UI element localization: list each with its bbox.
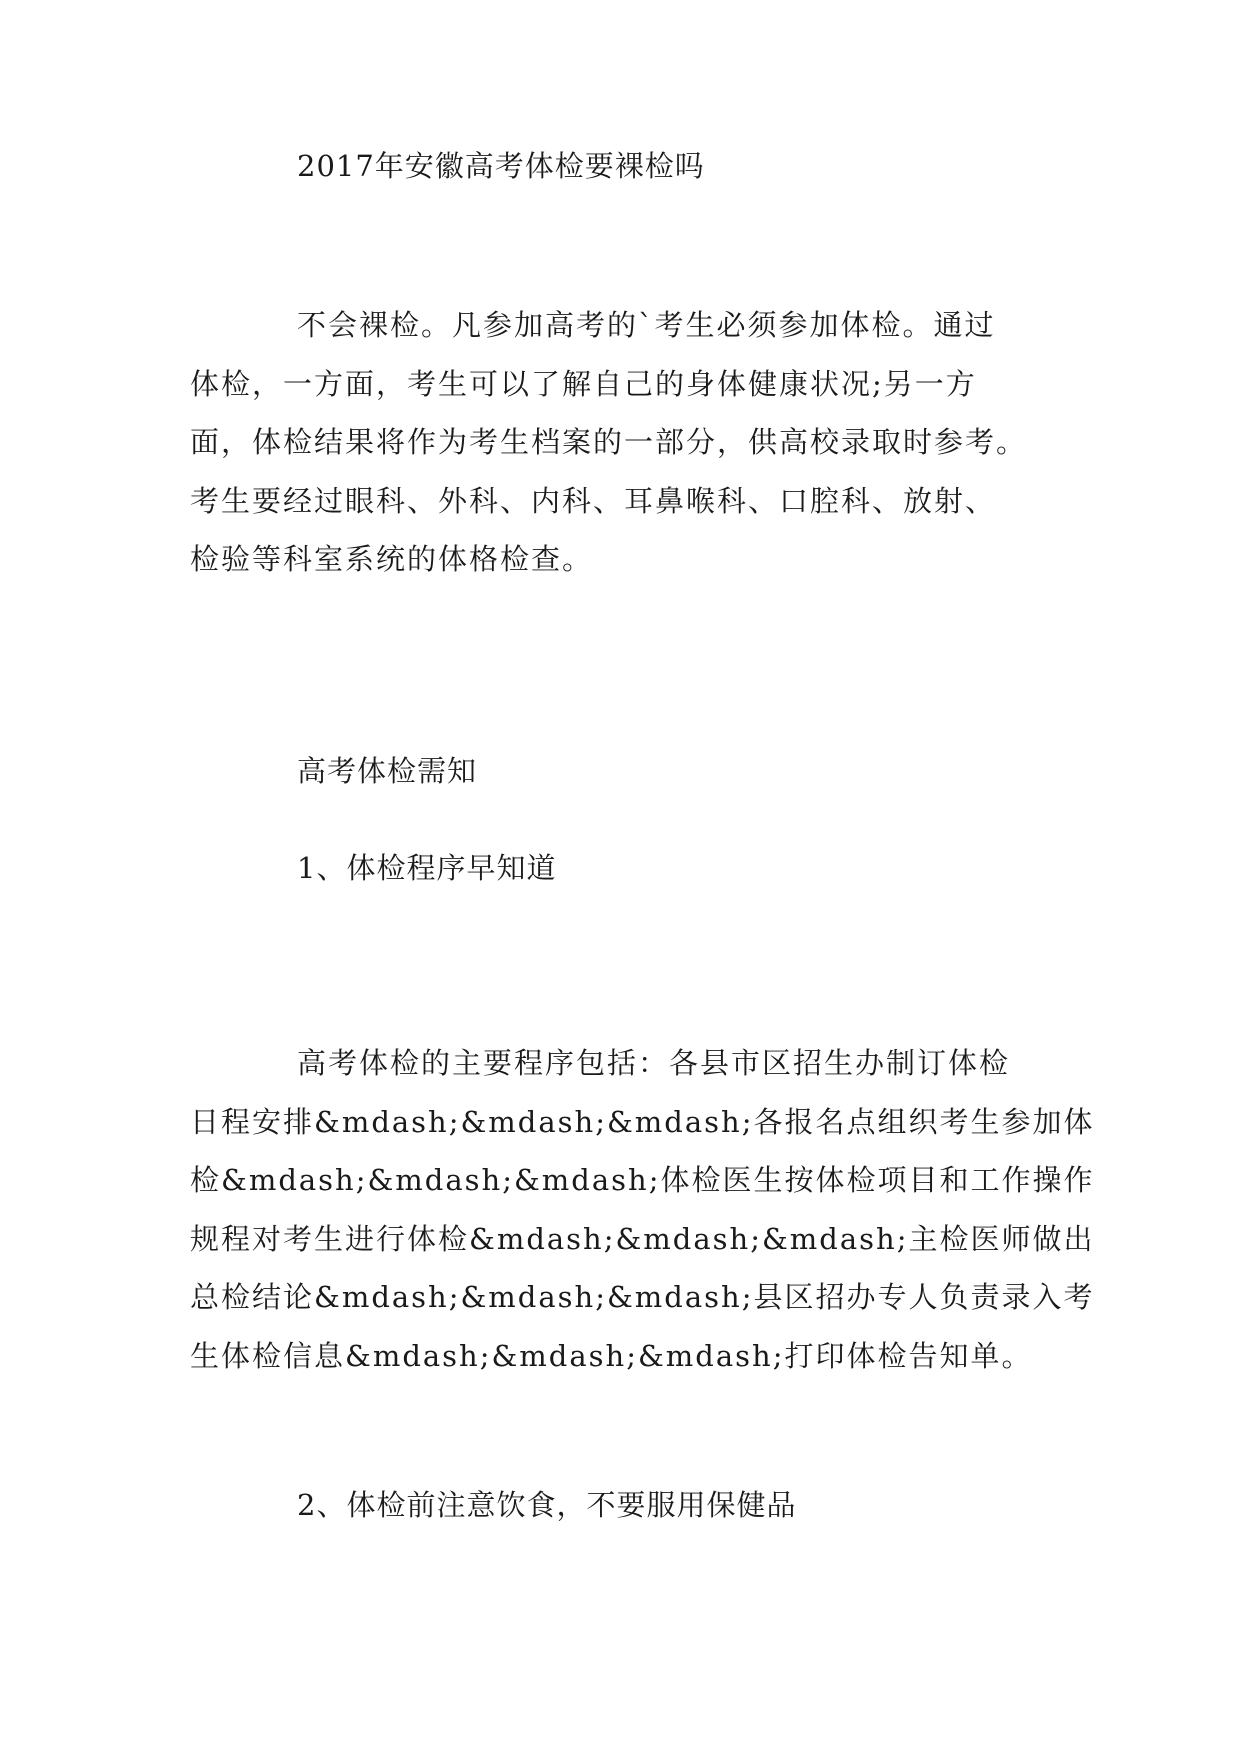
paragraph-line: 不会裸检。凡参加高考的`考生必须参加体检。通过 xyxy=(297,308,996,342)
item-1-heading: 1、体检程序早知道 xyxy=(297,851,557,885)
paragraph-line: 检&mdash;&mdash;&mdash;体检医生按体检项目和工作操作 xyxy=(190,1163,1095,1197)
paragraph-line: 高考体检的主要程序包括：各县市区招生办制订体检 xyxy=(297,1046,1011,1080)
paragraph-exam-procedure xyxy=(190,1034,1095,1385)
section-heading: 高考体检需知 xyxy=(297,754,478,788)
paragraph-line: 面，体检结果将作为考生档案的一部分，供高校录取时参考。 xyxy=(190,425,1028,459)
document-title: 2017年安徽高考体检要裸检吗 xyxy=(297,149,705,183)
paragraph-naked-exam xyxy=(190,296,1060,589)
item-2-heading: 2、体检前注意饮食，不要服用保健品 xyxy=(297,1488,797,1522)
paragraph-line: 总检结论&mdash;&mdash;&mdash;县区招办专人负责录入考 xyxy=(190,1280,1095,1314)
paragraph-line: 检验等科室系统的体格检查。 xyxy=(190,542,594,576)
paragraph-line: 考生要经过眼科、外科、内科、耳鼻喉科、口腔科、放射、 xyxy=(190,483,997,518)
paragraph-line: 生体检信息&mdash;&mdash;&mdash;打印体检告知单。 xyxy=(190,1338,1033,1373)
paragraph-line: 体检，一方面，考生可以了解自己的身体健康状况;另一方 xyxy=(190,366,977,401)
paragraph-line: 日程安排&mdash;&mdash;&mdash;各报名点组织考生参加体 xyxy=(190,1104,1095,1139)
paragraph-line: 规程对考生进行体检&mdash;&mdash;&mdash;主检医师做出 xyxy=(190,1221,1095,1256)
